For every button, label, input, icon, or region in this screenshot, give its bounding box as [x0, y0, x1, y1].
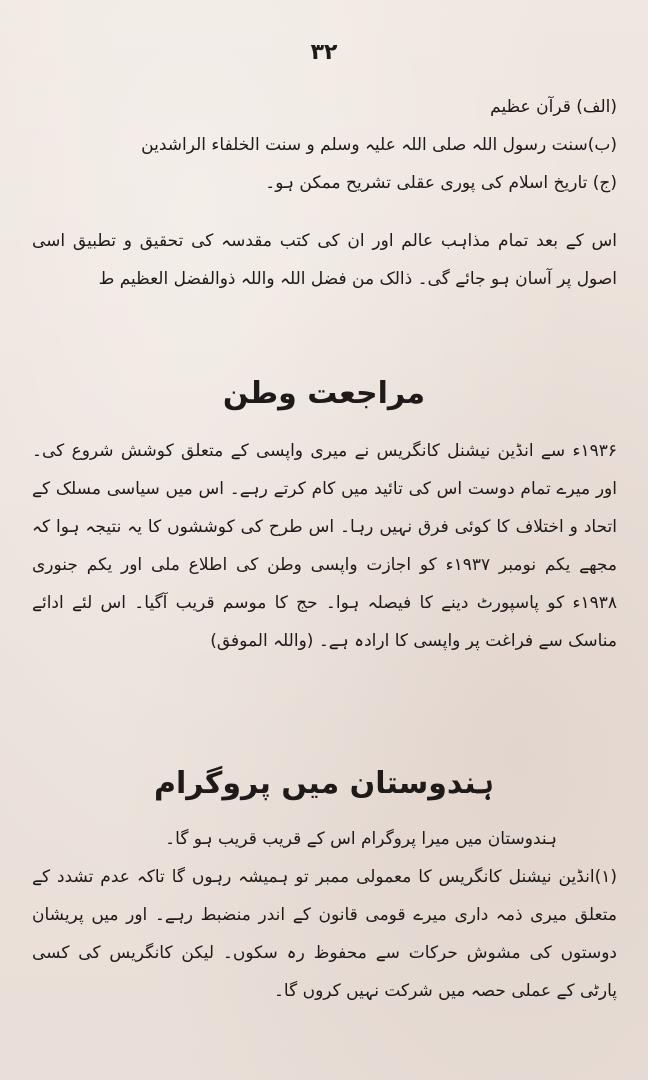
section-heading-return-to-homeland: مراجعت وطن: [222, 376, 426, 411]
page-number: ۳۲: [310, 40, 338, 65]
section-2-paragraph: (۱)انڈین نیشنل کانگریس کا معمولی ممبر تو ہمیشہ رہوں گا تاکہ عدم تشدد کے متعلق میری ذمہ داری میرے قومی قانون کے اندر منضبط رہے۔ اور میں پریشان دوستوں کی مشوش حرکات سے محفوظ رہ سکوں۔ لیکن کانگریس کی کسی پارٹی کے عملی حصہ میں شرکت نہیں کروں گا۔: [32, 867, 617, 1001]
list-item-alif: (الف) قرآن عظیم: [490, 97, 617, 117]
list-item-jeem: (ج) تاریخ اسلام کی پوری عقلی تشریح ممکن ہو۔: [265, 173, 617, 193]
intro-paragraph: اس کے بعد تمام مذاہب عالم اور ان کی کتب مقدسہ کی تحقیق و تطبیق اسی اصول پر آسان ہو جائے گی۔ ذالک من فضل اللہ واللہ ذوالفضل العظیم ط: [32, 231, 617, 289]
section-2-intro: [32, 820, 617, 858]
section-heading-program-in-india: ہندوستان میں پروگرام: [153, 766, 495, 801]
section-2-intro-line: ہندوستان میں میرا پروگرام اس کے قریب قریب ہو گا۔: [165, 829, 557, 849]
intro-list: [32, 88, 617, 202]
list-item-bay: (ب)سنت رسول اللہ صلی اللہ علیہ وسلم و سنت الخلفاء الراشدین: [141, 135, 617, 155]
section-1-paragraph: ۱۹۳۶ء سے انڈین نیشنل کانگریس نے میری واپسی کے متعلق کوشش شروع کی۔ اور میرے تمام دوست اس کی تائید میں کام کرتے رہے۔ اس میں سیاسی مسلک کے اتحاد و اختلاف کا کوئی فرق نہیں رہا۔ اس طرح کی کوششوں کا یہ نتیجہ ہوا کہ مجھے یکم نومبر ۱۹۳۷ء کو اجازت واپسی وطن کی اطلاع ملی اور یکم جنوری ۱۹۳۸ء کو پاسپورٹ دینے کا فیصلہ ہوا۔ حج کا موسم قریب آگیا۔ اس لئے ادائے مناسک سے فراغت پر واپسی کا ارادہ ہے۔ (واللہ الموفق): [32, 441, 618, 651]
